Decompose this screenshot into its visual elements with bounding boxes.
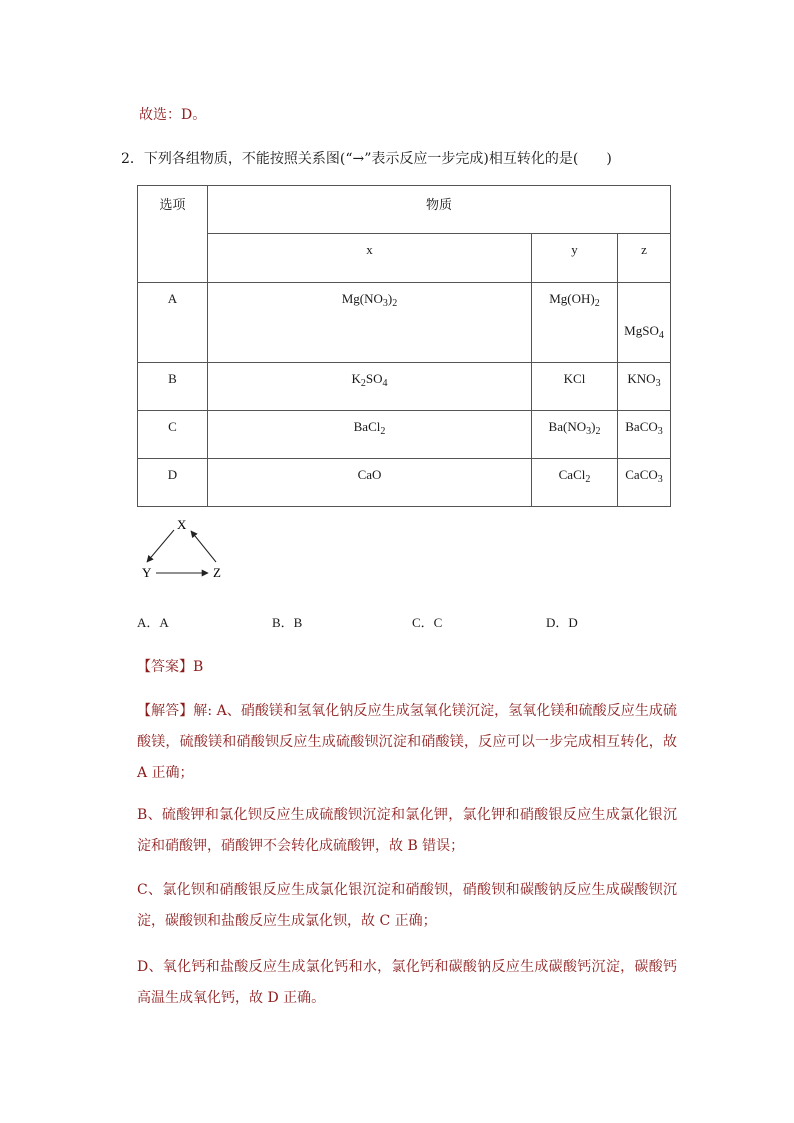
analysis-text-a: 解: A、硝酸镁和氢氧化钠反应生成氢氧化镁沉淀，氢氧化镁和硫酸反应生成硫酸镁，硫酸镁和硝酸钡反应生成硫酸钡沉淀和硝酸镁，反应可以一步完成相互转化，故 A 正确； — [137, 703, 678, 781]
row-y: $Ba(NO_3)_2$ — [532, 411, 618, 459]
col-z-header: z — [618, 234, 671, 283]
node-z-label: Z — [213, 565, 221, 580]
analysis-paragraph-d: D、氧化钙和盐酸反应生成氯化钙和水，氯化钙和碳酸钠反应生成碳酸钙沉淀，碳酸钙高温生成氧化钙，故 D 正确。 — [137, 959, 677, 1006]
node-x-label: X — [177, 517, 187, 532]
row-z: $KNO_3$ — [618, 363, 671, 411]
header-substance: 物质 — [208, 186, 671, 234]
table-row — [138, 363, 671, 411]
row-option: A — [138, 283, 208, 363]
table-header-row — [138, 186, 671, 234]
answer-value: B — [193, 659, 204, 675]
analysis-paragraph-a — [137, 696, 677, 789]
choice-a: A．A — [137, 615, 169, 630]
choice-b: B．B — [272, 615, 303, 630]
analysis-paragraph-c: C、氯化钡和硝酸银反应生成氯化银沉淀和硝酸钡，硝酸钡和碳酸钠反应生成碳酸钡沉淀，碳酸钡和盐酸反应生成氯化钡，故 C 正确； — [137, 882, 677, 929]
table-row — [138, 411, 671, 459]
row-option: B — [138, 363, 208, 411]
choice-c: C．C — [412, 615, 443, 630]
relation-diagram — [136, 514, 236, 586]
analysis-paragraph-b: B、硫酸钾和氯化钡反应生成硫酸钡沉淀和氯化钾，氯化钾和硝酸银反应生成氯化银沉淀和硝酸钾，硝酸钾不会转化成硫酸钾，故 B 错误； — [137, 807, 677, 854]
arrow-z-to-x — [191, 531, 216, 562]
row-option: D — [138, 459, 208, 507]
answer-tag: 【答案】 — [137, 659, 193, 675]
previous-answer: 故选：D。 — [139, 107, 207, 123]
analysis-tag: 【解答】 — [137, 703, 194, 719]
options-table — [137, 185, 671, 507]
row-x: $K_2SO_4$ — [208, 363, 532, 411]
question-text: 2．下列各组物质，不能按照关系图(“→”表示反应一步完成)相互转化的是( ) — [121, 151, 612, 167]
col-x-header: x — [208, 234, 532, 283]
table-row — [138, 283, 671, 363]
row-y: CaCl$_2$ — [532, 459, 618, 507]
row-z: MgSO$_4$ — [618, 283, 671, 363]
row-y: KCl — [532, 363, 618, 411]
row-x: CaO — [208, 459, 532, 507]
arrow-x-to-y — [147, 530, 174, 562]
row-x: BaCl$_2$ — [208, 411, 532, 459]
table-row — [138, 459, 671, 507]
row-z: BaCO$_3$ — [618, 411, 671, 459]
row-z: CaCO$_3$ — [618, 459, 671, 507]
row-x: $Mg(NO_3)_2$ — [208, 283, 532, 363]
row-option: C — [138, 411, 208, 459]
header-option: 选项 — [138, 186, 208, 283]
answer-line — [137, 656, 203, 676]
row-y: $Mg(OH)_2$ — [532, 283, 618, 363]
node-y-label: Y — [142, 565, 152, 580]
col-y-header: y — [532, 234, 618, 283]
choice-d: D．D — [546, 615, 578, 630]
table-subheader-row — [138, 234, 671, 283]
